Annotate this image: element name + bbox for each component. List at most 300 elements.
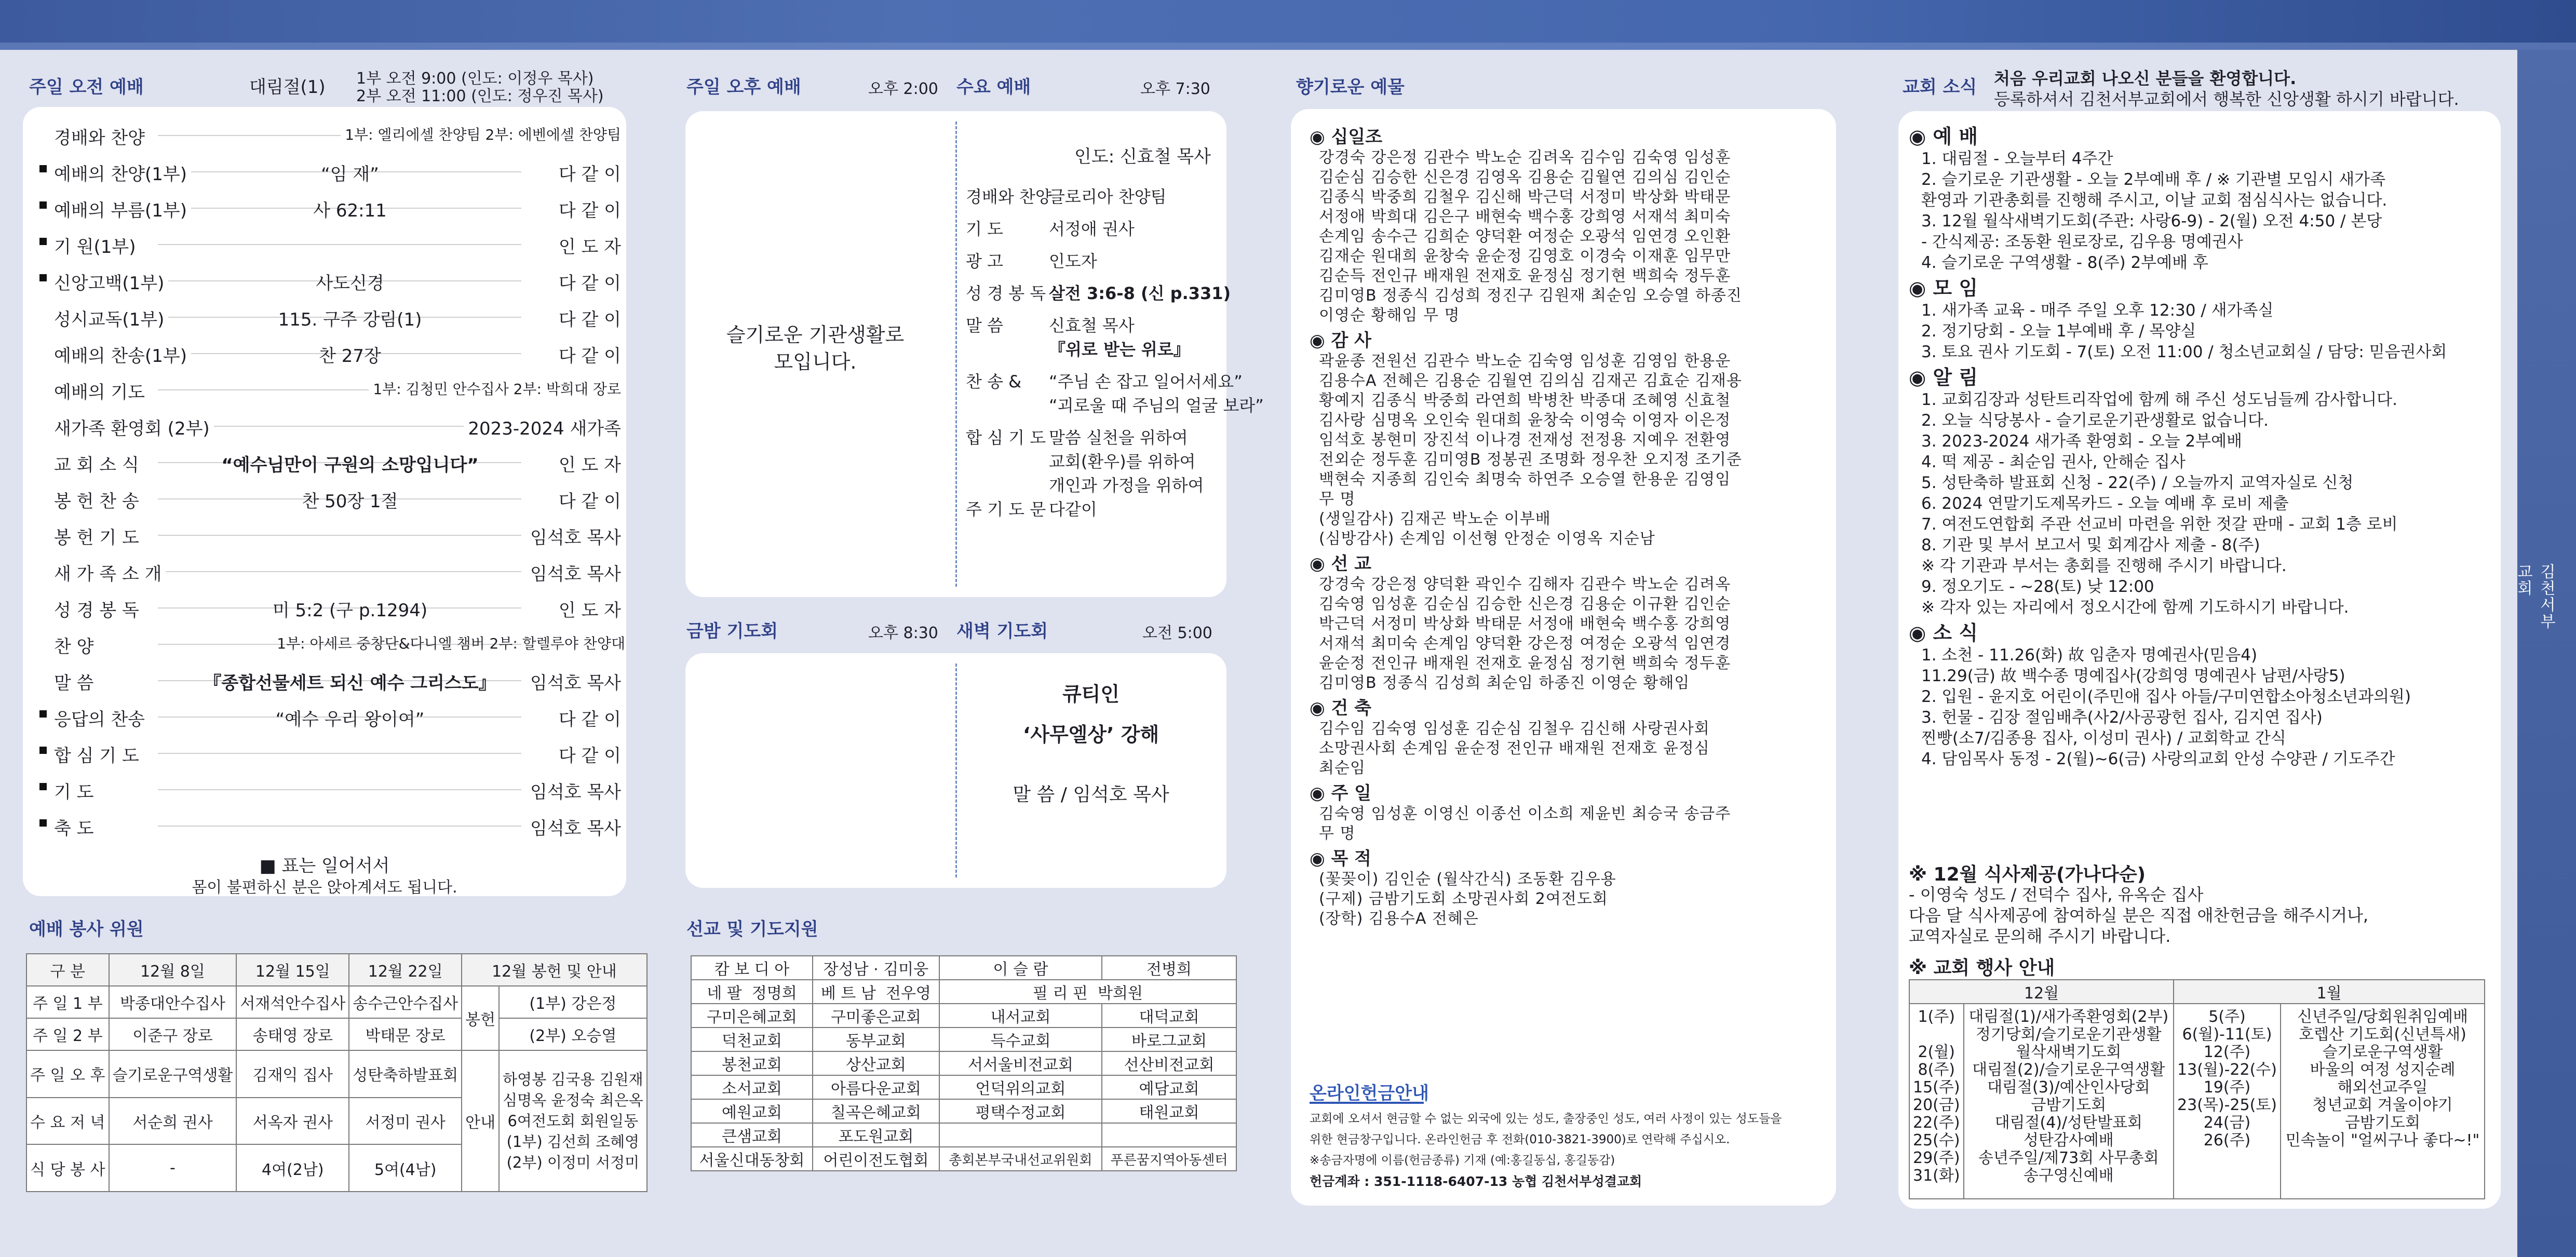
annae-line: 하영봉 김국용 김원재 [503,1070,643,1088]
support-org: 서울신대동창회 [691,1147,813,1171]
calendar-line: 슬기로운구역생활 [2322,1043,2443,1061]
offering-names: 김미영B 정종식 김성희 정진구 김원재 최순임 오승열 하종진 [1319,287,1742,305]
standing-marker-icon [39,747,47,754]
morning-title: 주일 오전 예배 [29,77,144,98]
offering-names: 서재석 최미숙 손계임 양덕환 강은정 여정순 오광석 임연경 [1319,634,1731,653]
service-row [33,227,636,260]
friday-time: 오후 8:30 [868,624,938,642]
offering-names: 손계임 송수근 김희순 양덕환 여정순 오광석 임연경 오인환 [1319,227,1731,246]
calendar-line: 23(목)-25(토) [2177,1096,2277,1114]
calendar-line [1913,1026,1960,1044]
leader-line [158,535,521,536]
standing-note: ■ 표는 일어서서 [259,856,390,876]
church-cell: 칠곡은혜교회 [813,1099,939,1123]
calendar-line: 해외선교주일 [2337,1078,2428,1097]
service-item-label: 새 가 족 소 개 [54,560,166,585]
calendar-line: 25(수) [1913,1131,1960,1150]
church-cell: 득수교회 [939,1028,1102,1051]
wed-value: 신효철 목사 [1049,316,1135,335]
leader-line [158,826,521,827]
news-item: ※ 각자 있는 자리에서 정오시간에 함께 기도하시기 바랍니다. [1921,598,2349,617]
news-item: 4. 담임목사 동정 - 2(월)~6(금) 사랑의교회 안성 수양관 / 기도주간 [1921,750,2395,768]
offering-group-title: ◉ 주 일 [1310,783,1372,804]
service-item-leader: 다 같 이 [555,305,621,331]
friday-dawn-panel [685,653,1226,888]
service-item-leader: 1부: 엘리에셀 찬양팀 2부: 에벤에셀 찬양팀 [341,124,621,144]
news-item: 1. 대림절 - 오늘부터 4주간 [1921,150,2113,168]
mission-person: 장성남 · 김미웅 [813,956,939,980]
wed-value: 다같이 [1049,499,1097,519]
wed-label: 성 경 봉 독 [966,283,1046,303]
wed-label: 말 씀 [966,316,1003,335]
afternoon-time: 오후 2:00 [868,80,938,98]
mission-country: 이 슬 람 [939,956,1102,980]
church-cell: 동부교회 [813,1028,939,1051]
service-item-label: 말 씀 [54,669,98,694]
service-item-content: 『종합선물세트 되신 예수 그리스도』 [204,673,496,694]
missions-title: 선교 및 기도지원 [686,919,818,940]
service-item-label: 응답의 찬송 [54,705,149,731]
service-item-leader: 인 도 자 [555,596,621,621]
service-row [33,482,636,514]
church-cell: 예원교회 [691,1099,813,1123]
missions-table [691,955,1237,1171]
news-item: 2. 슬기로운 기관생활 - 오늘 2부예배 후 / ※ 기관별 모임시 새가족 [1921,170,2386,189]
meal-line-2: 다음 달 식사제공에 참여하실 분은 직접 애찬헌금을 해주시거나, [1909,905,2369,925]
cell: 박종대안수집사 [109,986,237,1018]
service-item-label: 예배의 기도 [54,378,149,403]
online-account: 헌금계좌 : 351-1118-6407-13 농협 김천서부성결교회 [1310,1174,1642,1189]
afternoon-wednesday-panel [685,111,1264,597]
cell: 박태문 장로 [349,1018,462,1050]
service-item-label: 경배와 찬양 [54,124,149,149]
calendar-line: 1(주) [1918,1008,1955,1026]
service-item-label: 봉 헌 기 도 [54,523,143,549]
welcome-line-1: 처음 우리교회 나오신 분들을 환영합니다. [1994,69,2297,88]
service-item-label: 합 심 기 도 [54,741,143,767]
service-item-leader: 다 같 이 [555,741,621,767]
service-item-content: 115. 구주 강림(1) [278,309,422,330]
offering-names: 전외순 정두훈 김미영B 정봉권 조명화 정우찬 오지정 조기준 [1319,451,1742,469]
online-text-1: 교회에 오셔서 현금할 수 없는 외국에 있는 성도, 출장중인 성도, 여러 사정이 있는 성도들을 [1310,1112,1782,1126]
row-label: 수 요 저 녁 [26,1098,109,1145]
service-item-leader: 다 같 이 [555,487,621,512]
calendar-line: 20(금) [1913,1096,1960,1114]
news-item: 찐빵(소7/김종용 집사, 이성미 권사) / 교회학교 간식 [1921,729,2286,748]
cell: 송태영 장로 [236,1018,349,1050]
service-row [33,445,636,478]
events-calendar [1909,979,2485,1199]
church-cell: 언덕위의교회 [939,1075,1102,1099]
offering-names: 김수임 김숙영 임성훈 김순심 김철우 김신해 사랑권사회 [1319,720,1710,738]
service-item-content: 1부: 아세르 중창단&다니엘 챔버 2부: 할렐루야 찬양대 [277,635,625,652]
offering-names: 강경숙 강은정 양덕환 곽인수 김해자 김관수 박노순 김려옥 [1319,575,1731,593]
calendar-line: 26(주) [2203,1131,2251,1150]
service-row [33,555,636,587]
mission-pair: 네 팔 정명희 [691,980,813,1004]
service-row [33,373,636,405]
calendar-line: 19(주) [2203,1078,2251,1097]
leader-line [158,753,521,754]
service-row [33,773,636,805]
service-item-label: 기 원(1부) [54,233,140,258]
events-title: ※ 교회 행사 안내 [1909,957,2055,979]
calendar-line: 6(월)-11(토) [2182,1025,2272,1044]
calendar-line: 22(주) [1913,1114,1960,1132]
annae-label: 안내 [462,1050,499,1192]
service-item-leader: 인 도 자 [555,233,621,258]
offering-names: (심방감사) 손계임 이선형 안정순 이영옥 지순남 [1319,530,1655,548]
row-label: 주 일 오 후 [26,1050,109,1098]
meal-line-1: - 이영숙 성도 / 전덕수 집사, 유옥순 집사 [1909,885,2204,904]
news-item: 2. 입원 - 윤지호 어린이(주민애 집사 아들/구미연합소아청소년과의원) [1921,687,2411,706]
calendar-line: 31(화) [1913,1167,1960,1185]
cell: 이준구 장로 [109,1018,237,1050]
support-org: 푸른꿈지역아동센터 [1102,1147,1236,1171]
calendar-line: 민속놀이 "얼씨구나 좋다~!" [2285,1131,2480,1150]
service-item-label: 기 도 [54,778,98,803]
morning-service-panel [23,107,626,896]
service-item-leader: 1부: 김청민 안수집사 2부: 박희대 장로 [369,378,621,399]
afternoon-text-1: 슬기로운 기관생활로 [726,323,905,346]
annae-line: (2부) 이정미 서정미 [506,1153,640,1171]
mission-person: 전병희 [1102,956,1236,980]
wed-value: “괴로울 때 주님의 얼굴 보라” [1049,396,1264,415]
standing-marker-icon [39,238,47,245]
service-item-leader: 인 도 자 [555,451,621,476]
calendar-line: 대림절(3)/예산인사당회 [1987,1078,2150,1097]
offering-group-title: ◉ 십일조 [1310,127,1383,147]
annae-line: (1부) 김선희 조혜영 [506,1132,640,1151]
news-item: 1. 소천 - 11.26(화) 故 임춘자 명예권사(믿음4) [1921,646,2258,665]
church-cell: 내서교회 [939,1004,1102,1028]
servers-table [26,953,648,1192]
col-header: 구 분 [26,954,109,986]
offering-names: (장학) 김용수A 전혜은 [1319,910,1479,928]
wed-value: 말씀 실천을 위하여 [1049,428,1188,448]
offering-names: 김용수A 전혜은 김용순 김월연 김의심 김재곤 김효순 김재용 [1319,372,1742,390]
cell: 김재익 집사 [236,1050,349,1098]
service-item-label: 예배의 찬양(1부) [54,160,191,185]
standing-marker-icon [39,710,47,718]
meal-title: ※ 12월 식사제공(가나다순) [1909,864,2146,885]
wed-label: 기 도 [966,219,1003,239]
church-cell: 예담교회 [1102,1075,1236,1099]
news-item: 3. 토요 권사 기도회 - 7(토) 오전 11:00 / 청소년교회실 / 담당: 믿음권사회 [1921,343,2447,361]
news-section-title: ◉ 알 림 [1909,366,1978,389]
service-item-content: “임 재” [321,164,379,185]
dec-dates [1909,1004,1964,1199]
calendar-line: 금밤기도회 [2345,1114,2420,1132]
service-item-content: “예수님만이 구원의 소망입니다” [221,455,479,476]
calendar-line: 송구영신예배 [2023,1167,2114,1185]
church-cell: 구미은혜교회 [691,1004,813,1028]
dawn-title: 새벽 기도회 [956,621,1048,642]
sitting-note: 몸이 불편하신 분은 앉아계셔도 됩니다. [192,878,457,897]
servers-title: 예배 봉사 위원 [29,919,144,940]
wednesday-title: 수요 예배 [956,77,1031,98]
news-item: 1. 교회김장과 성탄트리작업에 함께 해 주신 성도님들께 감사합니다. [1921,390,2397,409]
online-text-3: ※송금자명에 이름(헌금종류) 기재 (예:홍길동십, 홍길동감) [1310,1154,1615,1167]
wed-value: “주님 손 잡고 일어서세요” [1049,372,1243,391]
offering-names: 최순임 [1319,759,1366,777]
offering-names: (꽃꽂이) 김인순 (월삭간식) 조동환 김우용 [1319,870,1616,888]
service-item-leader: 임석호 목사 [526,814,621,840]
offering-names: 윤순정 전인규 배재원 전재호 윤정심 정기현 백희숙 정두훈 [1319,654,1731,672]
offering-names: (생일감사) 김재곤 박노순 이부배 [1319,510,1551,528]
offering-names: (구제) 금밤기도회 소망권사회 2여전도회 [1319,890,1608,908]
news-section-title: ◉ 모 임 [1909,277,1978,300]
col-header: 12월 15일 [236,954,349,986]
annae-line: 6여전도회 회원일동 [507,1112,639,1130]
offering-names: 임석호 봉현미 장진석 이나경 전재성 전정용 지예우 전환영 [1319,431,1731,449]
news-item: 8. 기관 및 부서 보고서 및 회계감사 제출 - 8(주) [1921,536,2260,555]
news-item: 7. 여전도연합회 주관 선교비 마련을 위한 젓갈 판매 - 교회 1층 로비 [1921,515,2398,534]
service-item-label: 신앙고백(1부) [54,269,168,294]
calendar-line: 정기당회/슬기로운기관생활 [1975,1025,2162,1044]
church-cell [1102,1123,1236,1147]
calendar-line: 5(주) [2208,1008,2246,1026]
news-item: 환영과 기관총회를 진행해 주시고, 이날 교회 점심식사는 없습니다. [1921,191,2388,210]
offering-group-title: ◉ 목 적 [1310,848,1372,869]
wed-value: 인도자 [1049,251,1097,271]
church-cell: 아름다운교회 [813,1075,939,1099]
standing-marker-icon [39,819,47,827]
calendar-line: 24(금) [2203,1114,2251,1132]
news-item: 2. 오늘 식당봉사 - 슬기로운기관생활로 없습니다. [1921,411,2269,430]
top-banner [0,0,2576,50]
dec-events [1964,1004,2174,1199]
offering-names: 서정애 박희대 김은구 배현숙 백수홍 강희영 서재석 최미숙 [1319,208,1731,226]
afternoon-text-2: 모입니다. [774,350,857,373]
mission-pair: 필 리 핀 박희원 [939,980,1236,1004]
offering-names: 무 명 [1319,825,1356,843]
friday-title: 금밤 기도회 [686,621,778,642]
service-item-label: 봉 헌 찬 송 [54,487,143,512]
online-underline [1310,1102,1424,1104]
bonghun-label: 봉헌 [462,986,499,1050]
news-title: 교회 소식 [1903,77,1977,98]
service-item-leader: 다 같 이 [555,269,621,294]
service-item-content: “예수 우리 왕이여” [275,709,425,730]
offering-names: 김사랑 심명옥 오인숙 원대희 윤창숙 이영숙 이영자 이은정 [1319,411,1731,429]
church-cell: 덕천교회 [691,1028,813,1051]
calendar-line: 29(주) [1913,1149,1960,1167]
news-item: 5. 성탄축하 발표회 신청 - 22(주) / 오늘까지 교역자실로 신청 [1921,474,2354,492]
church-cell: 소서교회 [691,1075,813,1099]
news-item: 6. 2024 연말기도제목카드 - 오늘 예배 후 로비 제출 [1921,494,2289,513]
wed-label: 주 기 도 문 [966,499,1046,519]
cell: 서재석안수집사 [236,986,349,1018]
offering-group-title: ◉ 감 사 [1310,330,1372,351]
service-item-label: 찬 양 [54,632,98,658]
wed-label: 광 고 [966,251,1003,271]
service-item-label: 예배의 찬송(1부) [54,342,191,367]
news-item: 3. 2023-2024 새가족 환영회 - 오늘 2부예배 [1921,432,2242,451]
meal-line-3: 교역자실로 문의해 주시기 바랍니다. [1909,926,2171,946]
calendar-line: 금밤기도회 [2031,1096,2107,1114]
standing-marker-icon [39,783,47,790]
service-item-leader: 다 같 이 [555,160,621,185]
online-text-2: 위한 현금창구입니다. 온라인헌금 후 전화(010-3821-3900)로 연락해 주십시오. [1310,1133,1730,1146]
jan-events [2281,1004,2485,1199]
service-row [33,700,636,732]
offering-names: 곽윤종 전원선 김관수 박노순 김숙영 임성훈 김영임 한용운 [1319,352,1731,370]
service-item-leader: 2023-2024 새가족 [464,414,621,440]
season-label: 대림절(1) [249,77,326,98]
wed-label: 합 심 기 도 [966,428,1046,448]
col-header: 12월 봉헌 및 안내 [462,954,647,986]
right-edge-strip [2514,50,2576,1257]
wed-value: 교회(환우)를 위하여 [1049,452,1196,471]
offering-names: 김순심 김승한 신은경 김영옥 김용순 김월연 김의심 김인순 [1319,168,1731,186]
service-item-leader: 임석호 목사 [526,560,621,585]
calendar-line: 대림절(1)/새가족환영회(2부) [1968,1008,2169,1026]
divider-line [955,121,957,587]
church-cell: 평택수정교회 [939,1099,1102,1123]
row-label: 주 일 2 부 [26,1018,109,1050]
calendar-line: 대림절(4)/성탄발표회 [1994,1114,2143,1132]
standing-marker-icon [39,165,47,172]
service-item-label: 예배의 부름(1부) [54,196,191,222]
cell: 성탄축하발표회 [349,1050,462,1098]
calendar-line: 바울의 여정 성지순례 [2310,1061,2456,1079]
mission-country: 캄 보 디 아 [691,956,813,980]
service-row [33,409,636,441]
news-item: 4. 슬기로운 구역생활 - 8(주) 2부예배 후 [1921,253,2208,272]
mission-pair: 베 트 남 전우영 [813,980,939,1004]
service-row [33,155,636,187]
calendar-line: 호렙산 기도회(신년특새) [2299,1025,2466,1044]
service-row [33,518,636,550]
offering-names: 강경숙 강은정 김관수 박노순 김려옥 김수임 김숙영 임성훈 [1319,148,1731,167]
calendar-line: 2(월) [1918,1043,1955,1061]
service-item-label: 성시교독(1부) [54,305,168,331]
row-label: 주 일 1 부 [26,986,109,1018]
wed-value: 살전 3:6-8 (신 p.331) [1049,283,1231,303]
cell: 서순희 권사 [109,1098,237,1145]
calendar-line: 신년주일/당회원취임예배 [2297,1008,2468,1026]
jan-dates [2174,1004,2281,1199]
calendar-line: 13(월)-22(수) [2177,1061,2277,1079]
service-item-content: 사도신경 [316,273,384,294]
cell: 5여(4남) [349,1144,462,1192]
church-cell: 서서울비전교회 [939,1051,1102,1075]
annae-list [499,1050,647,1192]
news-item: - 간식제공: 조동환 원로장로, 김우용 명예권사 [1921,233,2243,251]
cell: - [109,1144,237,1192]
news-item: 9. 정오기도 - ~28(토) 낮 12:00 [1921,577,2154,596]
support-org: 어린이전도협회 [813,1147,939,1171]
service-row [33,736,636,768]
offering-names: 김숙영 임성훈 김순심 김승한 신은경 김용순 이규환 김인순 [1319,595,1731,613]
service-row [33,264,636,296]
bonghun-2: (2부) 오승열 [499,1018,647,1050]
wed-value: 서정애 권사 [1049,219,1135,239]
support-org: 총회본부국내선교위원회 [939,1147,1102,1171]
service-item-leader: 다 같 이 [555,342,621,367]
offering-names: 이영순 황해임 무 명 [1319,306,1460,325]
cell: 4여(2남) [236,1144,349,1192]
church-cell: 포도원교회 [813,1123,939,1147]
calendar-line: 대림절(2)/슬기로운구역생활 [1972,1061,2165,1079]
wednesday-leader: 인도: 신효철 목사 [1074,146,1211,167]
news-item: 11.29(금) 故 백수종 명예집사(강희영 명예권사 남편/사랑5) [1921,667,2345,685]
news-item: 1. 새가족 교육 - 매주 주일 오후 12:30 / 새가족실 [1921,301,2274,320]
online-title: 온라인헌금안내 [1310,1083,1429,1104]
news-item: 4. 떡 제공 - 최순임 권사, 안해순 집사 [1921,453,2186,471]
service-item-leader: 다 같 이 [555,196,621,222]
calendar-line: 청년교회 겨울이야기 [2312,1096,2453,1114]
news-item: ※ 각 기관과 부서는 총회를 진행해 주시기 바랍니다. [1921,557,2287,575]
news-panel [1898,111,2501,1209]
service-time-2: 2부 오전 11:00 (인도: 정우진 목사) [356,87,604,105]
offering-names: 무 명 [1319,490,1356,508]
offerings-panel [1291,109,1836,1206]
row-label: 식 당 봉 사 [26,1144,109,1192]
church-cell [939,1123,1102,1147]
welcome-line-2: 등록하셔서 김천서부교회에서 행복한 신앙생활 하시기 바랍니다. [1994,89,2459,109]
church-cell: 봉천교회 [691,1051,813,1075]
church-cell: 큰샘교회 [691,1123,813,1147]
service-item-leader: 임석호 목사 [526,523,621,549]
cell: 서정미 권사 [349,1098,462,1145]
wed-value: 개인과 가정을 위하여 [1049,476,1204,495]
cell: 서옥자 권사 [236,1098,349,1145]
wed-value: 글로리아 찬양팀 [1049,187,1167,207]
service-item-leader: 다 같 이 [555,705,621,731]
service-item-leader: 임석호 목사 [526,778,621,803]
news-section-title: ◉ 소 식 [1909,621,1978,644]
church-cell: 태원교회 [1102,1099,1236,1123]
news-item: 3. 12월 월삭새벽기도회(주관: 사랑6-9) - 2(월) 오전 4:50 / 본당 [1921,212,2382,231]
news-section-title: ◉ 예 배 [1909,125,1978,148]
offering-names: 김미영B 정종식 김성희 최순임 하종진 이영순 황해임 [1319,674,1690,692]
cell: 송수근안수집사 [349,986,462,1018]
offering-group-title: ◉ 선 교 [1310,553,1372,574]
calendar-line: 월삭새벽기도회 [2016,1043,2122,1061]
service-row [33,591,636,623]
service-row [33,191,636,223]
church-logo: 김천서부교회 [2514,563,2555,630]
calendar-line: 성탄감사예배 [2023,1131,2114,1150]
service-row [33,627,636,659]
standing-marker-icon [39,274,47,281]
service-row [33,664,636,696]
calendar-line: 8(주) [1918,1061,1955,1079]
church-cell: 바로그교회 [1102,1028,1236,1051]
service-time-1: 1부 오전 9:00 (인도: 이정우 목사) [356,70,594,88]
wed-label: 찬 송 & [966,372,1022,391]
month-header: 1월 [2174,980,2485,1004]
news-item: 2. 정기당회 - 오늘 1부예배 후 / 목양실 [1921,322,2196,341]
leader-line [158,571,521,572]
service-item-content: 사 62:11 [313,200,387,221]
offering-names: 김숙영 임성훈 이영신 이종선 이소희 제윤빈 최승국 송금주 [1319,805,1731,823]
col-header: 12월 22일 [349,954,462,986]
dawn-line-3: 말 씀 / 임석호 목사 [1013,784,1169,805]
offering-names: 소망권사회 손계임 윤순정 전인규 배재원 전재호 윤정심 [1319,739,1710,758]
wed-value: 『위로 받는 위로』 [1049,340,1190,359]
service-row [33,118,636,151]
dawn-line-2: ‘사무엘상’ 강해 [1022,723,1159,746]
offering-names: 백현숙 지종희 김인숙 최명숙 하연주 오승열 한용운 김영임 [1319,470,1731,489]
afternoon-title: 주일 오후 예배 [686,77,801,98]
service-item-label: 새가족 환영회 (2부) [54,414,214,440]
month-header: 12월 [1909,980,2174,1004]
church-cell: 구미좋은교회 [813,1004,939,1028]
church-cell: 대덕교회 [1102,1004,1236,1028]
